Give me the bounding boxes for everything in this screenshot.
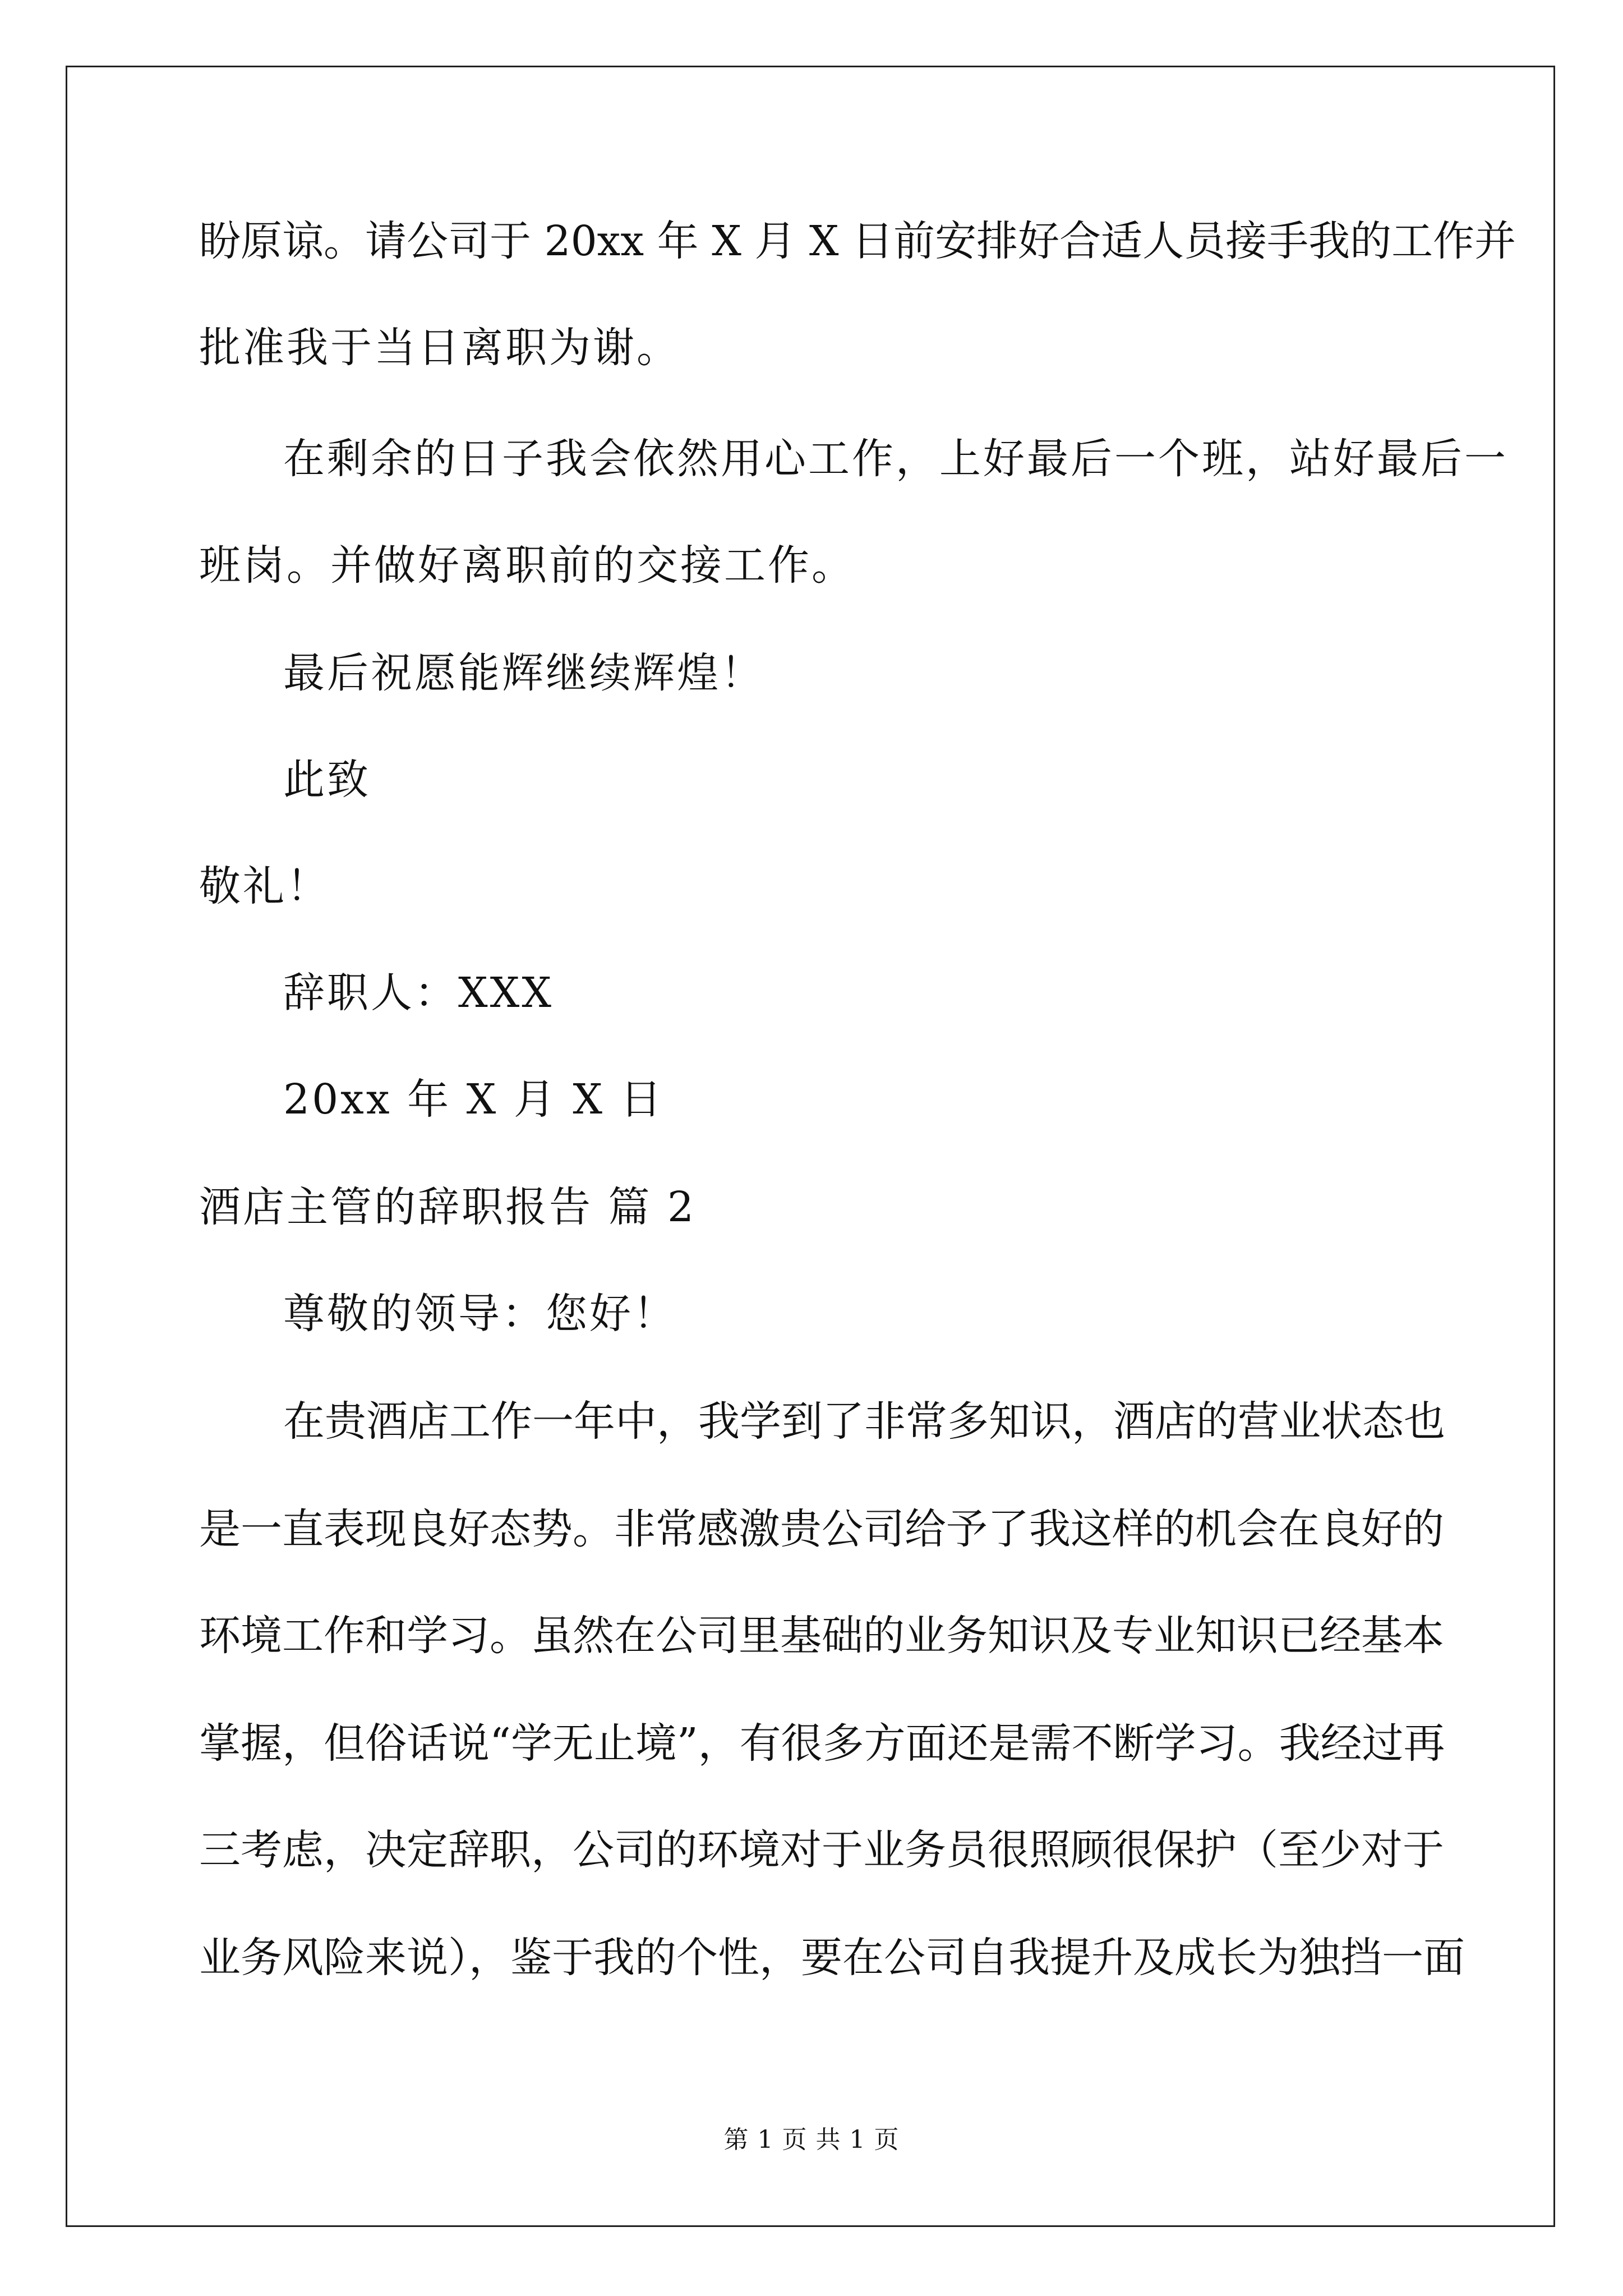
text-line: 掌握，但俗话说“学无止境”，有很多方面还是需不断学习。我经过再 [199, 1719, 1445, 1768]
salutation-line: 此致 [283, 756, 371, 804]
page-border [66, 66, 1555, 2227]
greeting-line: 尊敬的领导：您好！ [283, 1290, 677, 1338]
text-line: 环境工作和学习。虽然在公司里基础的业务知识及专业知识已经基本 [199, 1612, 1444, 1660]
text-line: 最后祝愿能辉继续辉煌！ [283, 649, 764, 697]
text-line: 是一直表现良好态势。非常感激贵公司给予了我这样的机会在良好的 [199, 1505, 1444, 1553]
salutation-line: 敬礼！ [199, 862, 330, 910]
text-line: 在贵酒店工作一年中，我学到了非常多知识，酒店的营业状态也 [283, 1397, 1445, 1446]
text-line: 业务风险来说），鉴于我的个性，要在公司自我提升及成长为独挡一面 [199, 1934, 1465, 1982]
section-heading: 酒店主管的辞职报告 篇 2 [199, 1183, 697, 1231]
text-line: 盼原谅。请公司于 20xx 年 X 月 X 日前安排好合适人员接手我的工作并 [199, 217, 1516, 265]
signature-line: 辞职人：XXX [283, 969, 554, 1017]
page-footer: 第 1 页 共 1 页 [723, 2125, 900, 2154]
date-line: 20xx 年 X 月 X 日 [283, 1075, 664, 1124]
text-line: 批准我于当日离职为谢。 [199, 324, 680, 372]
text-line: 在剩余的日子我会依然用心工作，上好最后一个班，站好最后一 [283, 435, 1508, 483]
text-line: 班岗。并做好离职前的交接工作。 [199, 541, 855, 590]
text-line: 三考虑，决定辞职，公司的环境对于业务员很照顾很保护（至少对于 [199, 1826, 1444, 1874]
